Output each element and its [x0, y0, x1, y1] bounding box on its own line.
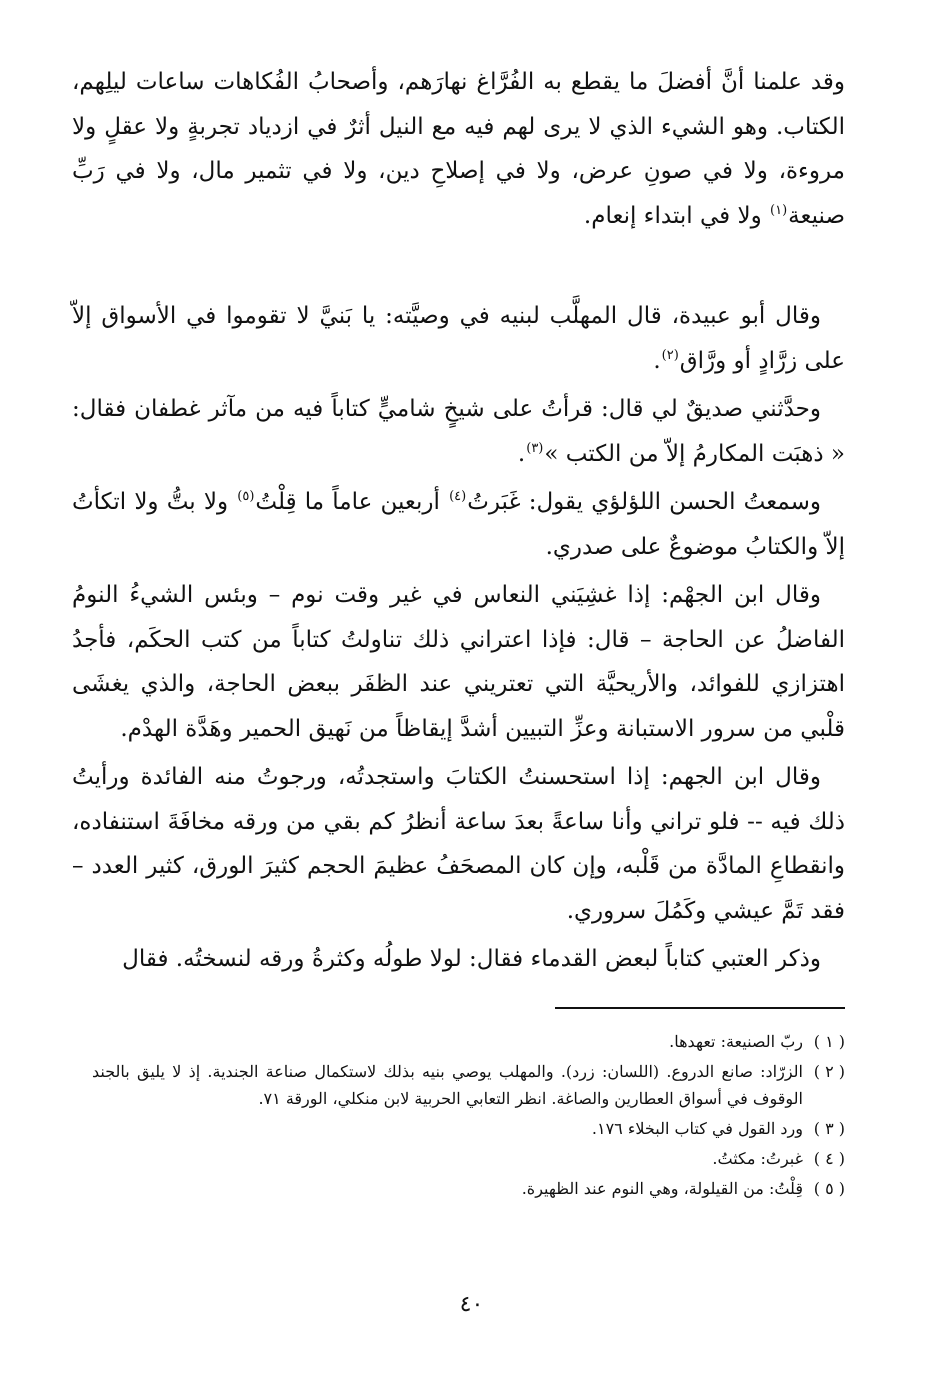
footnote-item [92, 1145, 845, 1172]
paragraph-text: وسمعتُ الحسن اللؤلؤي يقول: غَبَرتُ [467, 489, 821, 515]
footnote-item [92, 1058, 845, 1112]
footnote-number: ( ٢ ) [813, 1062, 845, 1081]
paragraph-utbi: وذكر العتبي كتاباً لبعض القدماء فقال: لولا طولُه وكثرةُ ورقه لنسختُه. فقال [122, 946, 821, 972]
paragraph-ibn-jahm-2: وقال ابن الجهم: إذا استحسنتُ الكتابَ واستجدتُه، ورجوتُ منه الفائدة ورأيتُ ذلك فيه -- فلو تراني وأنا ساعةً بعدَ ساعة أنظرُ كم بقي من ورقه مخافَةَ استنفاده، وانقطاعِ المادَّة من قَلْبه، وإن كان المصحَفُ عظيمَ الحجم كثيرَ الورق، كثير العدد – فقد تَمَّ عيشي وكَمُلَ سروري. [72, 764, 845, 924]
footnote-reference[interactable]: (٣) [526, 440, 544, 456]
footnote-text: الزرّاد: صانع الدروع. (اللسان: زرد). والمهلب يوصي بنيه بذلك لاستكمال صناعة الجندية. إذ لا يليق بالجند الوقوف في أسواق العطارين والصاغة. انظر التعابي الحربية لابن منكلي، الورقة ٧١. [92, 1062, 803, 1108]
footnote-reference[interactable]: (١) [770, 202, 788, 218]
footnote-text: ربّ الصنيعة: تعهدها. [669, 1032, 803, 1051]
footnote-reference[interactable]: (٤) [449, 489, 467, 504]
paragraph-text: وقد علمنا أنَّ أفضلَ ما يقطع به الفُرَّاغ نهارَهم، وأصحابُ الفُكاهات ساعات ليلِهم، الكتاب. وهو الشيء الذي لا يرى لهم فيه مع النيل أثرٌ في ازدياد تجربةٍ ولا عقلٍ ولا مروءة، ولا في صونِ عرض، ولا في إصلاحِ دين، ولا في تثمير مال، ولا في رَبِّ صنيعة [72, 69, 845, 229]
paragraph-text: وحدَّثني صديقٌ لي قال: قرأتُ على شيخٍ شاميٍّ كتاباً فيه من مآثر غطفان فقال: « ذهبَت المكارمُ إلاّ من الكتب » [72, 396, 845, 467]
footnote-number: ( ٤ ) [813, 1149, 845, 1168]
footnote-reference[interactable]: (٥) [237, 489, 255, 504]
footnote-number: ( ٣ ) [813, 1119, 845, 1138]
footnote-item [92, 1028, 845, 1055]
footnote-number: ( ٥ ) [813, 1179, 845, 1198]
paragraph-text: ولا بتُّ ولا اتكأتُ إلاّ والكتابُ موضوعٌ على صدري. [72, 489, 845, 560]
footnote-text: قِلْتُ: من القيلولة، وهي النوم عند الظهيرة. [521, 1179, 803, 1198]
paragraph-text: وقال أبو عبيدة، قال المهلَّب لبنيه في وصيَّته: يا بَنيَّ لا تقوموا في الأسواق إلاّ على زرَّادٍ أو ورَّاق [72, 303, 845, 374]
footnote-item [92, 1175, 845, 1202]
page-number: ٤٠ [459, 1292, 484, 1317]
paragraph-intro [72, 60, 845, 238]
paragraph-ibn-jahm-1: وقال ابن الجهْم: إذا غشِيَني النعاس في غير وقت نوم – وبئس الشيءُ النومُ الفاضلُ عن الحاجة – قال: فإذا اعتراني ذلك تناولتُ كتاباً من كتب الحكَم، فأجدُ اهتزازي للفوائد، والأريحيَّة التي تعتريني عند الظفَر ببعض الحاجة، والذي يغشَى قلْبي من سرور الاستبانة وعزِّ التبيين أشدَّ إيقاظاً من نَهيق الحمير وهَدَّة الهدْم. [72, 582, 845, 742]
paragraph-hasan-lului [72, 480, 845, 569]
paragraph-shami-sheikh [72, 387, 845, 476]
footnotes [92, 1028, 845, 1205]
paragraph-abu-ubaida [72, 294, 845, 383]
footnote-text: ورد القول في كتاب البخلاء ١٧٦. [591, 1119, 803, 1138]
paragraph-text: . [517, 440, 526, 467]
paragraph-text: . [653, 347, 661, 374]
footnote-separator [555, 1007, 845, 1009]
footnote-number: ( ١ ) [813, 1032, 845, 1051]
paragraph-text: أربعين عاماً ما قِلْتُ [255, 489, 449, 515]
footnote-item [92, 1115, 845, 1142]
footnote-reference[interactable]: (٢) [661, 347, 679, 363]
section-heading [72, 246, 845, 290]
paragraph-text: ولا في ابتداء إنعام. [583, 202, 770, 229]
footnote-text: غبرتُ: مكثتُ. [712, 1149, 803, 1168]
